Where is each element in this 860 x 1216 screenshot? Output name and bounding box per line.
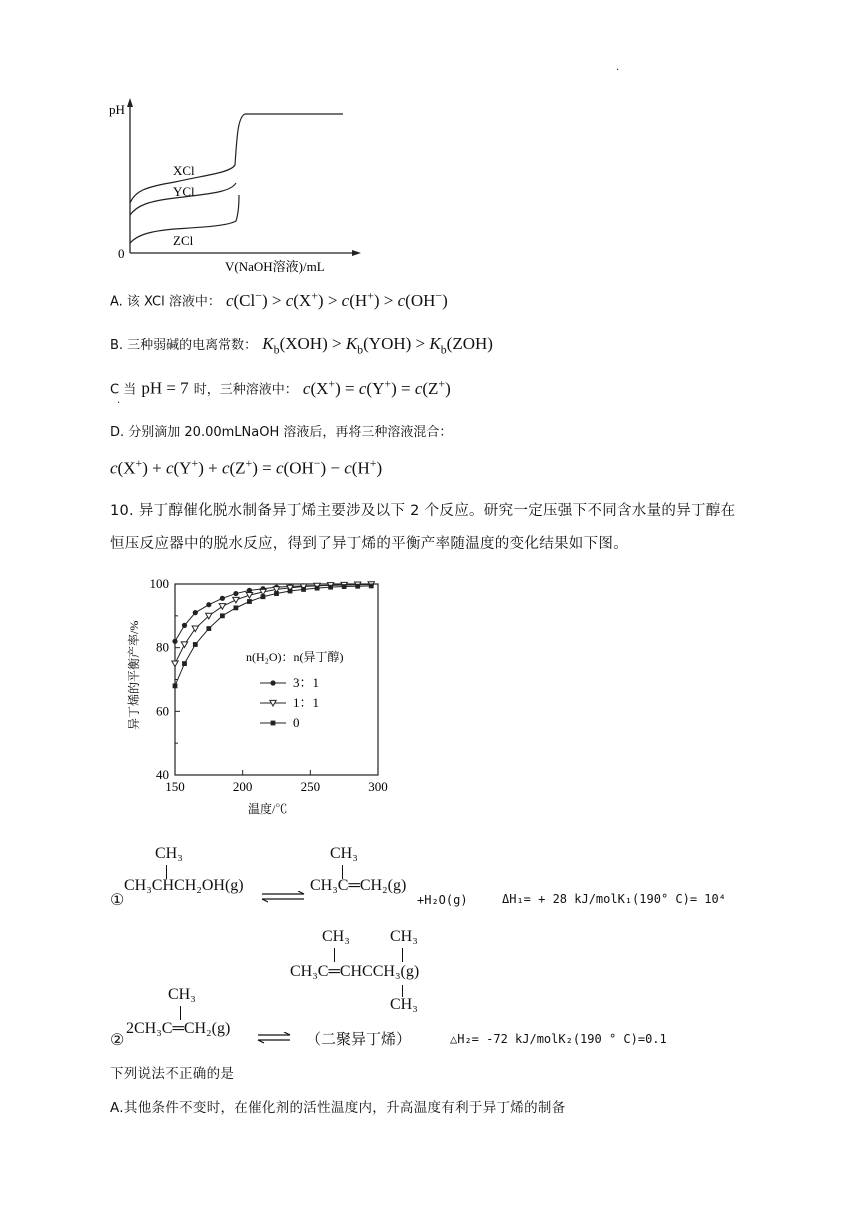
option-a-prefix: A. 该 XCl 溶液中： — [110, 294, 221, 310]
option-c-mid: 时，三种溶液中： — [193, 382, 298, 398]
reaction-1 — [110, 845, 860, 915]
data-point-s1 — [192, 626, 198, 632]
reaction-1-reactant: CH₃CHCH₂OH(g) — [124, 877, 244, 894]
data-point-s2 — [301, 587, 306, 592]
question-10-line2: 恒压反应器中的脱水反应，得到了异丁烯的平衡产率随温度的变化结果如下图。 — [110, 536, 628, 552]
series-line-0 — [175, 585, 371, 642]
yield-chart — [110, 570, 400, 820]
data-point-s1 — [181, 642, 187, 648]
reaction-2-branch: CH₃ — [168, 986, 196, 1003]
data-point-s1 — [246, 593, 252, 599]
reaction-2-number: ② — [110, 1030, 125, 1049]
data-point-s0 — [206, 602, 211, 607]
y-tick-label: 100 — [149, 576, 169, 591]
option-d-formula: c(X+) + c(Y+) + c(Z+) = c(OH−) − c(H+) — [110, 456, 383, 478]
data-point-s2 — [182, 661, 187, 666]
legend-label-1: 1：1 — [293, 695, 320, 710]
data-point-s2 — [274, 591, 279, 596]
option-b-prefix: B. 三种弱碱的电离常数： — [110, 338, 258, 353]
volume-axis-label: V(NaOH溶液)/mL — [225, 259, 325, 274]
series-line-2 — [175, 586, 371, 686]
curve-label-ycl: YCl — [173, 184, 195, 199]
y-tick-label: 40 — [156, 767, 169, 782]
data-point-s0 — [220, 596, 225, 601]
option-a-formula: c(Cl−) > c(X+) > c(H+) > c(OH−) — [225, 288, 448, 310]
data-point-s2 — [220, 613, 225, 618]
option-d-text: D. 分别滴加 20.00mLNaOH 溶液后，再将三种溶液混合： — [110, 425, 453, 440]
x-tick-label: 250 — [300, 779, 321, 794]
data-point-s2 — [234, 605, 239, 610]
data-point-s0 — [172, 639, 177, 644]
legend-label-2: 0 — [293, 715, 300, 730]
data-point-s2 — [173, 683, 178, 688]
reaction-1-branch: CH₃ — [155, 845, 183, 862]
data-point-s2 — [288, 589, 293, 594]
reaction-2-product-top1: CH₃ — [322, 928, 350, 945]
reaction-2-reactant-bond — [180, 1006, 181, 1020]
stray-dot: . — [616, 62, 620, 73]
data-point-s0 — [233, 591, 238, 596]
legend-label-0: 3：1 — [293, 675, 320, 690]
data-point-s2 — [206, 626, 211, 631]
option-c-condition: pH = 7 — [141, 378, 189, 398]
option-c-dot: . — [117, 395, 121, 406]
data-point-s0 — [193, 610, 198, 615]
curve-label-xcl: XCl — [173, 163, 195, 178]
reaction-2-bond-b — [402, 948, 403, 962]
reaction-2-thermo: △H₂= -72 kJ/molK₂(190 ° C)=0.1 — [450, 1032, 667, 1046]
data-point-s2 — [342, 584, 347, 589]
data-point-s2 — [369, 584, 374, 589]
y-tick-label: 60 — [156, 703, 169, 719]
data-point-s1 — [233, 597, 239, 603]
option-c-prefix: C 当 — [110, 382, 137, 398]
option-10a: A.其他条件不变时，在催化剂的活性温度内，升高温度有利于异丁烯的制备 — [110, 1100, 566, 1116]
option-c — [110, 376, 451, 399]
data-point-s0 — [182, 623, 187, 628]
chart-xlabel: 温度/℃ — [248, 802, 288, 816]
ph-axis-label: pH — [109, 102, 125, 117]
x-tick-label: 150 — [165, 779, 185, 794]
question-10-line1: 10. 异丁醇催化脱水制备异丁烯主要涉及以下 2 个反应。研究一定压强下不同含水量的异丁醇在 — [110, 503, 736, 519]
reaction-1-thermo: ΔH₁= + 28 kJ/molK₁(190° C)= 10⁴ — [502, 892, 726, 906]
reaction-2-product-bottom: CH₃ — [390, 996, 418, 1013]
option-b — [110, 334, 493, 357]
titration-graph — [105, 95, 365, 275]
equilibrium-arrow-2 — [256, 1032, 292, 1044]
option-c-formula: c(X+) = c(Y+) = c(Z+) — [302, 376, 451, 398]
x-tick-label: 300 — [368, 779, 388, 794]
reaction-2-product-top2: CH₃ — [390, 928, 418, 945]
data-point-s1 — [172, 661, 178, 667]
reaction-2-bond-a — [334, 948, 335, 962]
origin-label: 0 — [118, 246, 125, 261]
reaction-1-number: ① — [110, 890, 125, 909]
option-a — [110, 288, 448, 311]
data-point-s2 — [355, 584, 360, 589]
option-b-formula: $K_b(XOH) > K_b(YOH) > K_b(ZOH)$ — [262, 334, 493, 357]
chart-ylabel: 异丁烯的平衡产率/% — [127, 620, 141, 730]
plot-frame — [175, 584, 378, 775]
curve-label-zcl: ZCl — [173, 233, 194, 248]
legend-title: n(H₂O)：n(异丁醇) — [246, 650, 344, 664]
legend-marker-0 — [270, 680, 275, 685]
data-point-s2 — [193, 642, 198, 647]
legend-marker-2 — [271, 721, 276, 726]
equilibrium-arrow-1 — [260, 891, 306, 903]
reaction-1-water: +H₂O(g) — [417, 893, 468, 907]
reaction-2-reactant: 2CH₃C═CH₂(g) — [126, 1020, 231, 1037]
reaction-2-product-mid: CH₃C═CHCCH₃(g) — [290, 963, 420, 980]
data-point-s2 — [328, 585, 333, 590]
question-stem: 下列说法不正确的是 — [110, 1066, 235, 1082]
x-tick-label: 200 — [232, 779, 253, 794]
reaction-1-product: CH₃C═CH₂(g) — [310, 877, 407, 894]
y-tick-label: 80 — [156, 639, 169, 655]
reaction-1-product-branch: CH₃ — [330, 845, 358, 862]
reaction-2 — [110, 928, 860, 1058]
data-point-s2 — [261, 594, 266, 599]
data-point-s2 — [247, 599, 252, 604]
data-point-s2 — [315, 586, 320, 591]
reaction-2-product-name: （二聚异丁烯） — [306, 1030, 412, 1048]
